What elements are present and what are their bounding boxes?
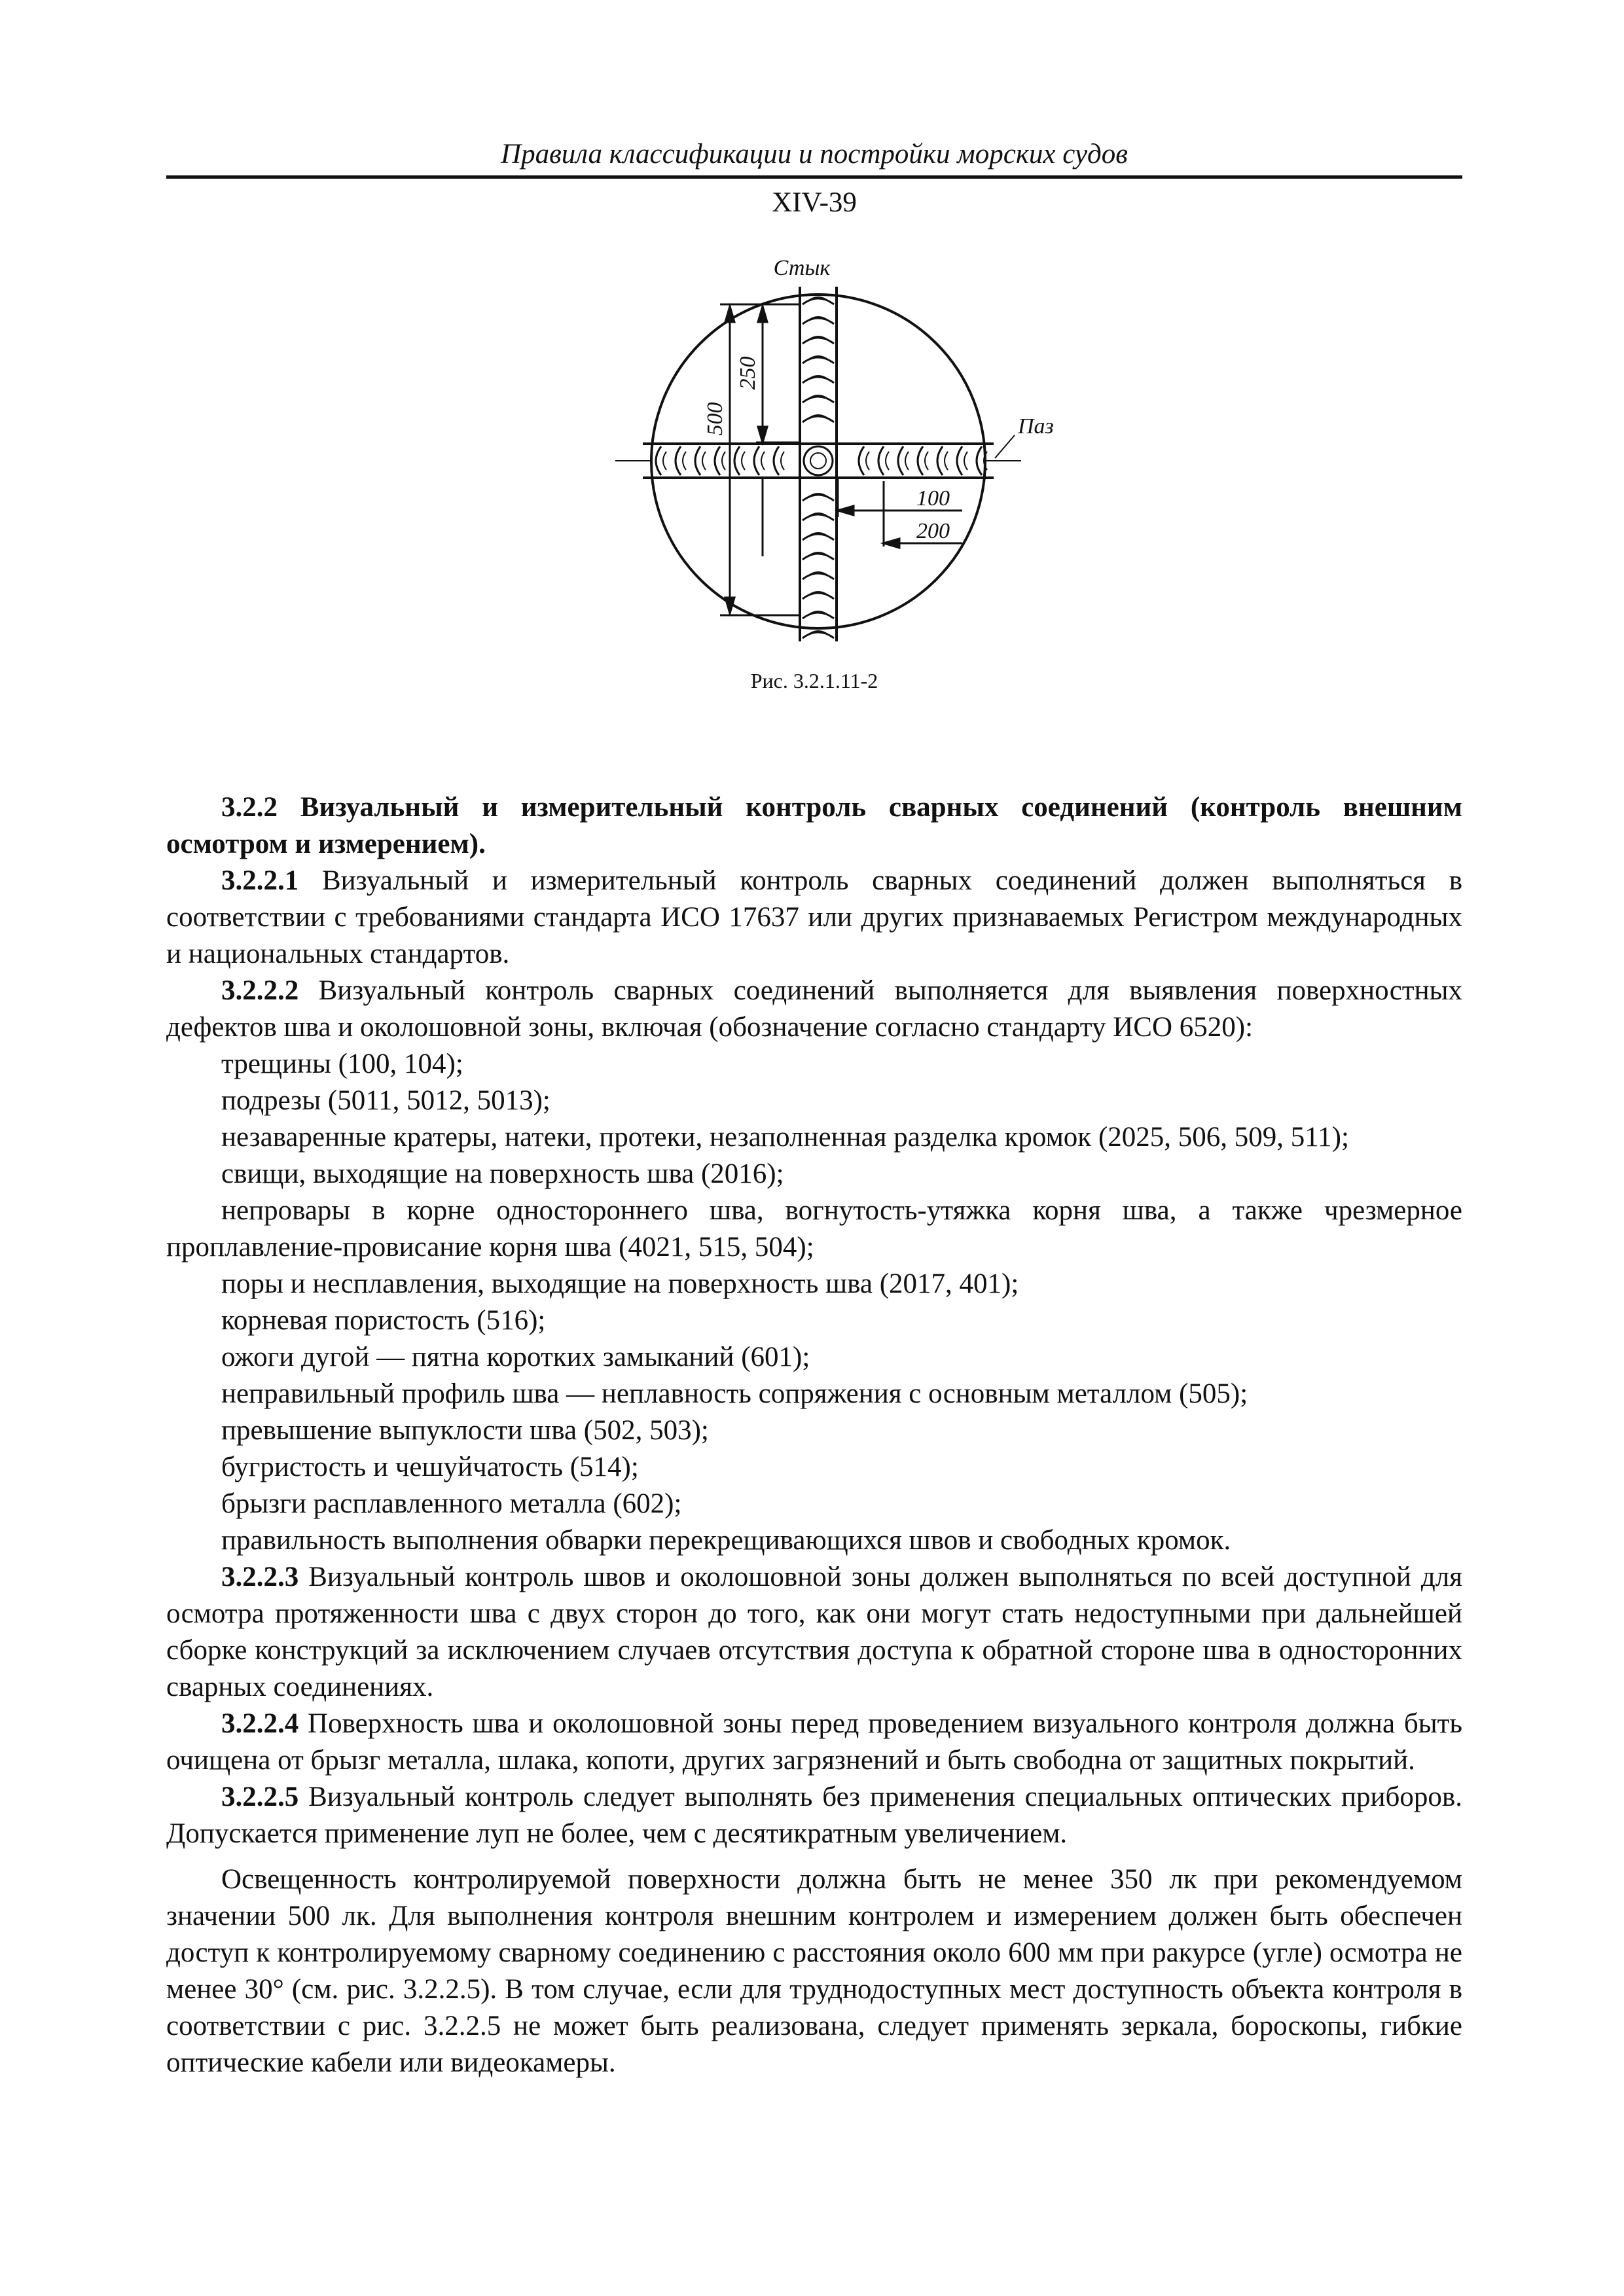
- paragraph-number: 3.2.2.3: [221, 1562, 299, 1592]
- defect-list-item: незаваренные кратеры, натеки, протеки, незаполненная разделка кромок (2025, 506, 509, 511);: [221, 1122, 1349, 1153]
- defect-list-item: корневая пористость (516);: [221, 1305, 546, 1336]
- paragraph-3-2-2-2: [166, 973, 1462, 1046]
- page-number: XIV-39: [772, 187, 857, 218]
- paragraph-3-2-2-4: [166, 1706, 1462, 1779]
- header-rule: [166, 175, 1462, 179]
- defect-list-item: брызги расплавленного металла (602);: [221, 1488, 682, 1519]
- paragraph-text: Визуальный контроль следует выполнять без применения специальных оптических приборов. Допускается применение луп не более, чем с десятикратным увеличением.: [166, 1782, 1462, 1849]
- dim-500-label: 500: [703, 402, 727, 436]
- defect-list-item: подрезы (5011, 5012, 5013);: [221, 1085, 550, 1116]
- vertical-weld-bead: [800, 287, 837, 641]
- joint-label-stык: Стык: [773, 256, 831, 280]
- paragraph-number: 3.2.2.2: [221, 975, 299, 1006]
- dim-250-label: 250: [736, 356, 760, 390]
- weld-intersection-figure: [589, 249, 1113, 707]
- defect-list-item: бугристость и чешуйчатость (514);: [221, 1452, 639, 1482]
- paragraph-number: 3.2.2.4: [221, 1708, 299, 1739]
- defect-list-item: ожоги дугой — пятна коротких замыканий (601);: [221, 1342, 810, 1372]
- paragraph-3-2-2-1: [166, 863, 1462, 973]
- paragraph-3-2-2-3: [166, 1559, 1462, 1706]
- defect-list-item: непровары в корне одностороннего шва, вогнутость-утяжка корня шва, а также чрезмерное проплавление-провисание корня шва (4021, 515, 504);: [166, 1195, 1462, 1263]
- section-body: [166, 789, 1462, 2081]
- defect-list-item: поры и несплавления, выходящие на поверхность шва (2017, 401);: [221, 1268, 1019, 1299]
- defect-list-item: превышение выпуклости шва (502, 503);: [221, 1415, 709, 1446]
- dim-200-label: 200: [916, 519, 950, 543]
- defect-list-item: трещины (100, 104);: [221, 1049, 463, 1079]
- paragraph-number: 3.2.2.1: [221, 865, 299, 896]
- defect-list-item: неправильный профиль шва — неплавность сопряжения с основным металлом (505);: [221, 1378, 1248, 1409]
- seam-label-paz: Паз: [1018, 414, 1054, 439]
- paragraph-illumination: Освещенность контролируемой поверхности должна быть не менее 350 лк при рекомендуемом значении 500 лк. Для выполнения контроля внешним контролем и измерением должен быть обеспечен доступ к контролируемому сварному соединению с расстояния около 600 мм при ракурсе (угле) осмотра не менее 30° (см. рис. 3.2.2.5). В том случае, если для труднодоступных мест доступность объекта контроля в соответствии с рис. 3.2.2.5 не может быть реализована, следует применять зеркала, бороскопы, гибкие оптические кабели или видеокамеры.: [166, 1864, 1462, 2078]
- paragraph-text: Поверхность шва и околошовной зоны перед проведением визуального контроля должна быть очищена от брызг металла, шлака, копоти, других загрязнений и быть свободна от защитных покрытий.: [166, 1708, 1462, 1776]
- defect-list-item: правильность выполнения обварки перекрещивающихся швов и свободных кромок.: [221, 1525, 1231, 1556]
- paragraph-3-2-2-5: [166, 1779, 1462, 1852]
- dimension-250: [756, 306, 799, 442]
- dimension-500: [720, 304, 799, 615]
- horizontal-weld-bead: [615, 444, 1021, 478]
- dim-100-label: 100: [916, 486, 950, 511]
- weld-diagram: [589, 249, 1113, 668]
- paragraph-text: Визуальный контроль сварных соединений выполняется для выявления поверхностных дефектов шва и околошовной зоны, включая (обозначение согласно стандарту ИСО 6520):: [166, 975, 1462, 1043]
- paragraph-number: 3.2.2.5: [221, 1782, 299, 1812]
- paragraph-text: Визуальный и измерительный контроль сварных соединений должен выполняться в соответствии с требованиями стандарта ИСО 17637 или других признаваемых Регистром международных и национальных стандартов.: [166, 865, 1462, 969]
- running-header: Правила классификации и постройки морских судов: [501, 139, 1128, 170]
- paragraph-text: Визуальный контроль швов и околошовной зоны должен выполняться по всей доступной для осмотра протяженности шва с двух сторон до того, как они могут стать недоступными при дальнейшей сборке конструкций за исключением случаев отсутствия доступа к обратной стороне шва в односторонних сварных соединениях.: [166, 1562, 1462, 1702]
- figure-caption: Рис. 3.2.1.11-2: [750, 669, 878, 692]
- section-heading: 3.2.2 Визуальный и измерительный контроль сварных соединений (контроль внешним осмотром и измерением).: [166, 792, 1462, 859]
- defect-list-item: свищи, выходящие на поверхность шва (2016);: [221, 1158, 784, 1189]
- inspection-circle: [651, 295, 985, 628]
